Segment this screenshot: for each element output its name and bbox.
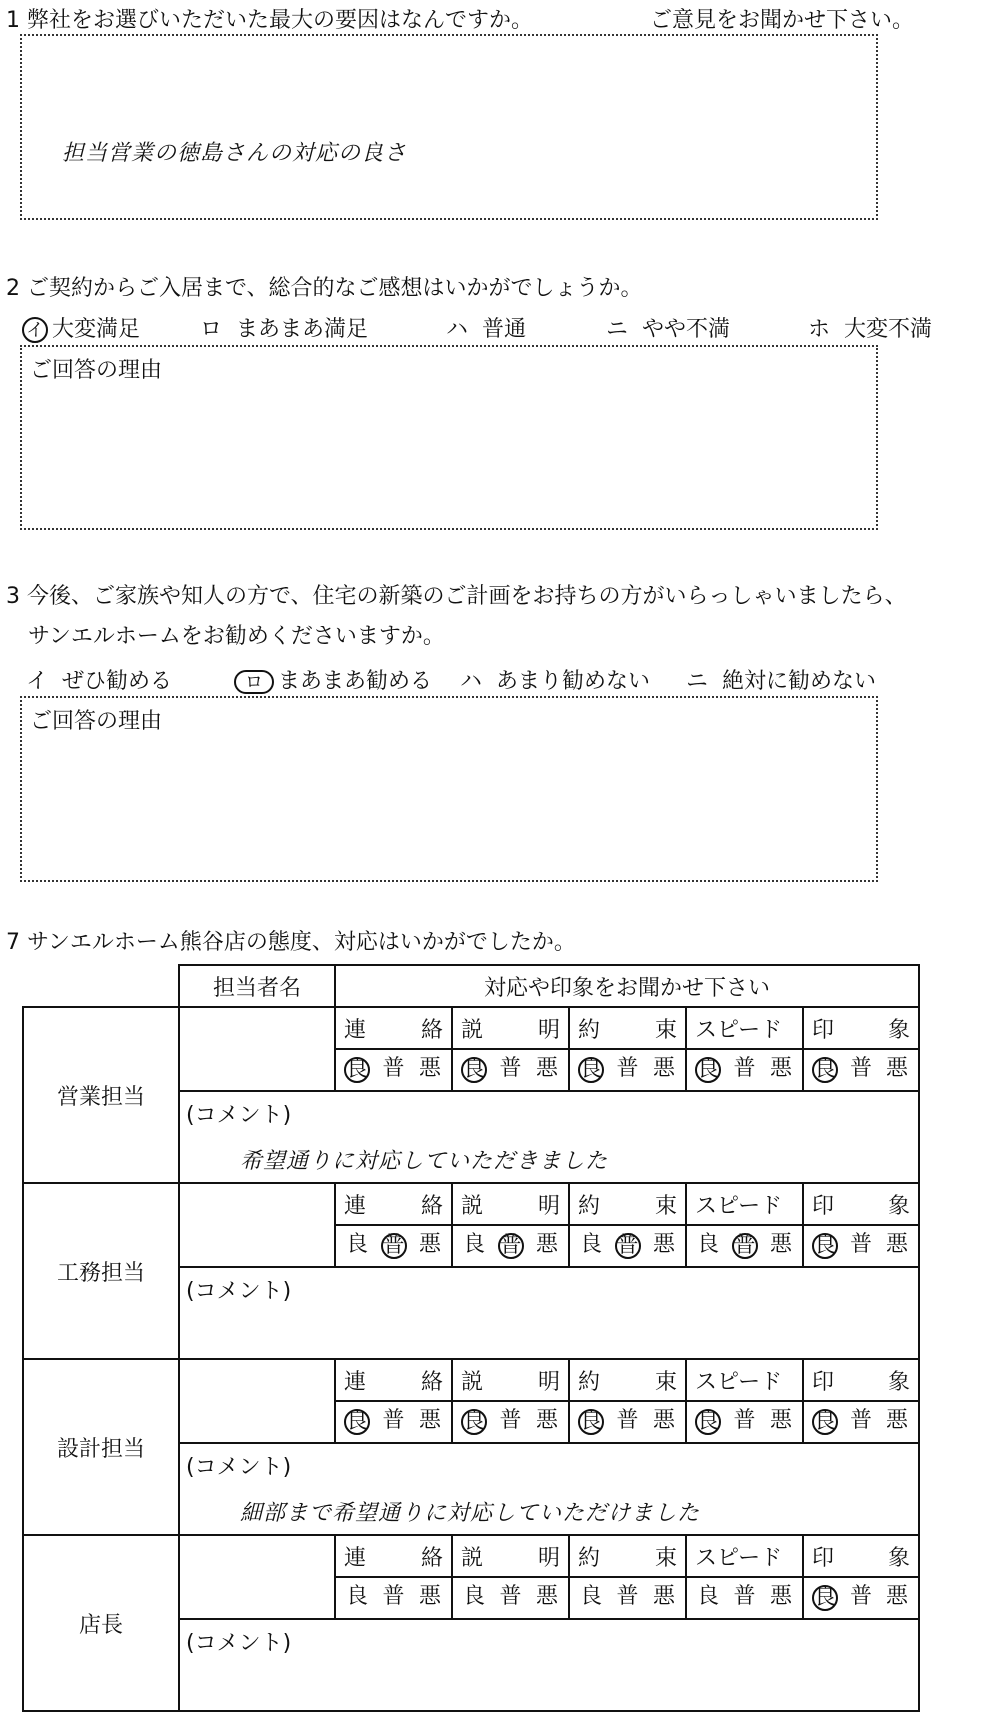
rating-option[interactable]: 悪 <box>418 1584 441 1609</box>
rating-option[interactable]: 良 <box>580 1409 603 1434</box>
rating-option[interactable]: 普 <box>616 1233 639 1258</box>
rating-cell <box>569 1577 686 1619</box>
rating-cell <box>335 1401 452 1443</box>
rating-option[interactable]: 普 <box>382 1584 405 1609</box>
rating-option[interactable]: 普 <box>733 1408 756 1433</box>
person-name-field[interactable] <box>179 1007 335 1091</box>
criterion-header: 印 象 <box>803 1535 919 1577</box>
rating-option[interactable]: 良 <box>814 1233 837 1258</box>
rating-option[interactable]: 普 <box>382 1408 405 1433</box>
q3-option-label: まあまあ勧める <box>278 669 433 694</box>
q1-answer-box[interactable] <box>20 34 878 220</box>
rating-option[interactable]: 良 <box>814 1585 837 1610</box>
rating-option[interactable]: 悪 <box>769 1232 792 1257</box>
rating-option[interactable]: 普 <box>850 1408 873 1433</box>
q3-option-2[interactable] <box>234 664 432 695</box>
rating-option[interactable]: 良 <box>579 1232 602 1257</box>
person-name-field[interactable] <box>179 1359 335 1443</box>
q2-option-label: やや不満 <box>642 317 731 342</box>
comment-label: (コメント) <box>186 1279 292 1304</box>
rating-cell <box>569 1401 686 1443</box>
rating-option[interactable]: 良 <box>345 1584 368 1609</box>
rating-cell <box>452 1577 569 1619</box>
rating-option[interactable]: 普 <box>733 1233 756 1258</box>
rating-option[interactable]: 悪 <box>769 1056 792 1081</box>
q1-handwritten-answer: 担当営業の徳島さんの対応の良さ <box>62 141 408 166</box>
rating-cell <box>686 1401 803 1443</box>
rating-option[interactable]: 普 <box>850 1232 873 1257</box>
q3-option-mark: ハ <box>460 669 483 694</box>
criterion-header: スピード <box>686 1183 803 1225</box>
header-person-name: 担当者名 <box>179 965 335 1007</box>
q3-option-mark: ロ <box>234 670 274 694</box>
q2-option-5[interactable] <box>808 312 932 343</box>
rating-cell <box>335 1049 452 1091</box>
q3-question-line2: サンエルホームをお勧めくださいますか。 <box>28 624 445 649</box>
handwritten-comment: 細部まで希望通りに対応していただけました <box>240 1501 701 1526</box>
rating-option[interactable]: 良 <box>346 1057 369 1082</box>
rating-option[interactable]: 普 <box>499 1233 522 1258</box>
q2-option-mark: ニ <box>606 317 629 342</box>
criterion-header: 約 束 <box>569 1535 686 1577</box>
rating-option[interactable]: 悪 <box>418 1408 441 1433</box>
rating-option[interactable]: 悪 <box>652 1408 675 1433</box>
rating-cell <box>686 1577 803 1619</box>
criterion-header: 約 束 <box>569 1183 686 1225</box>
rating-option[interactable]: 普 <box>850 1584 873 1609</box>
criterion-header: 連 絡 <box>335 1359 452 1401</box>
header-request: 対応や印象をお聞かせ下さい <box>335 965 919 1007</box>
staff-evaluation-table <box>22 964 920 1712</box>
rating-cell <box>803 1049 919 1091</box>
criterion-header: 説 明 <box>452 1359 569 1401</box>
rating-option[interactable]: 普 <box>616 1584 639 1609</box>
rating-option[interactable]: 良 <box>814 1057 837 1082</box>
rating-option[interactable]: 悪 <box>769 1584 792 1609</box>
q7-question: 7 サンエルホーム熊谷店の態度、対応はいかがでしたか。 <box>6 930 576 955</box>
criterion-header: スピード <box>686 1007 803 1049</box>
rating-option[interactable]: 良 <box>696 1584 719 1609</box>
rating-option[interactable]: 良 <box>579 1584 602 1609</box>
criterion-header: 説 明 <box>452 1007 569 1049</box>
criterion-header: 説 明 <box>452 1535 569 1577</box>
criterion-header: 約 束 <box>569 1359 686 1401</box>
q1-request: ご意見をお聞かせ下さい。 <box>650 8 915 33</box>
rating-option[interactable]: 良 <box>463 1057 486 1082</box>
person-name-field[interactable] <box>179 1535 335 1619</box>
q3-reason-box[interactable] <box>20 696 878 882</box>
rating-option[interactable]: 悪 <box>652 1056 675 1081</box>
q3-option-1[interactable] <box>26 664 172 695</box>
rating-option[interactable]: 良 <box>697 1057 720 1082</box>
q3-option-4[interactable] <box>686 664 876 695</box>
rating-option[interactable]: 悪 <box>418 1232 441 1257</box>
comment-label: (コメント) <box>186 1455 292 1480</box>
comment-field[interactable] <box>179 1619 919 1711</box>
q3-option-label: 絶対に勧めない <box>722 669 877 694</box>
criterion-header: 約 束 <box>569 1007 686 1049</box>
q3-option-3[interactable] <box>460 664 650 695</box>
criterion-header: 印 象 <box>803 1359 919 1401</box>
rating-option[interactable]: 普 <box>850 1056 873 1081</box>
rating-cell <box>569 1225 686 1267</box>
criterion-header: スピード <box>686 1359 803 1401</box>
comment-label: (コメント) <box>186 1631 292 1656</box>
q2-option-mark: ホ <box>808 317 831 342</box>
q2-reason-label: ご回答の理由 <box>30 358 163 383</box>
q2-option-mark: ハ <box>446 317 469 342</box>
q3-option-label: あまり勧めない <box>496 669 651 694</box>
q2-option-mark: ロ <box>200 317 223 342</box>
rating-cell <box>335 1225 452 1267</box>
rating-option[interactable]: 良 <box>697 1409 720 1434</box>
q2-option-1[interactable] <box>22 312 140 343</box>
rating-cell <box>803 1225 919 1267</box>
role-name: 店長 <box>23 1535 179 1711</box>
rating-cell <box>686 1049 803 1091</box>
criterion-header: 印 象 <box>803 1007 919 1049</box>
criterion-header: 連 絡 <box>335 1007 452 1049</box>
q2-option-label: 大変満足 <box>52 317 141 342</box>
rating-cell <box>803 1401 919 1443</box>
rating-option[interactable]: 悪 <box>535 1584 558 1609</box>
rating-option[interactable]: 普 <box>499 1408 522 1433</box>
criterion-header: 連 絡 <box>335 1535 452 1577</box>
rating-option[interactable]: 悪 <box>886 1408 909 1433</box>
comment-field[interactable] <box>179 1267 919 1359</box>
rating-cell <box>452 1049 569 1091</box>
q3-option-mark: ニ <box>686 669 709 694</box>
q2-option-mark: イ <box>22 317 48 343</box>
rating-cell <box>452 1225 569 1267</box>
rating-option[interactable]: 悪 <box>652 1584 675 1609</box>
rating-option[interactable]: 普 <box>499 1056 522 1081</box>
rating-option[interactable]: 普 <box>733 1584 756 1609</box>
q3-option-mark: イ <box>26 669 49 694</box>
rating-option[interactable]: 悪 <box>535 1056 558 1081</box>
q2-option-4[interactable] <box>606 312 730 343</box>
rating-option[interactable]: 悪 <box>535 1408 558 1433</box>
person-name-field[interactable] <box>179 1183 335 1267</box>
q3-question-line1: 3 今後、ご家族や知人の方で、住宅の新築のご計画をお持ちの方がいらっしゃいましたら、 <box>6 584 907 609</box>
rating-option[interactable]: 良 <box>345 1232 368 1257</box>
criterion-header: 説 明 <box>452 1183 569 1225</box>
rating-option[interactable]: 普 <box>616 1408 639 1433</box>
rating-option[interactable]: 普 <box>733 1056 756 1081</box>
role-name: 工務担当 <box>23 1183 179 1359</box>
rating-option[interactable]: 良 <box>346 1409 369 1434</box>
rating-cell <box>803 1577 919 1619</box>
rating-option[interactable]: 悪 <box>535 1232 558 1257</box>
q2-question: 2 ご契約からご入居まで、総合的なご感想はいかがでしょうか。 <box>6 276 643 301</box>
criterion-header: 連 絡 <box>335 1183 452 1225</box>
rating-option[interactable]: 悪 <box>886 1056 909 1081</box>
q2-option-label: 普通 <box>482 317 527 342</box>
rating-option[interactable]: 普 <box>616 1056 639 1081</box>
rating-option[interactable]: 悪 <box>652 1232 675 1257</box>
q2-option-label: 大変不満 <box>844 317 933 342</box>
q3-option-label: ぜひ勧める <box>62 669 173 694</box>
q2-option-2[interactable] <box>200 312 368 343</box>
criterion-header: 印 象 <box>803 1183 919 1225</box>
rating-cell <box>686 1225 803 1267</box>
rating-option[interactable]: 良 <box>463 1409 486 1434</box>
rating-option[interactable]: 良 <box>580 1057 603 1082</box>
rating-option[interactable]: 悪 <box>886 1584 909 1609</box>
role-name: 営業担当 <box>23 1007 179 1183</box>
rating-option[interactable]: 悪 <box>886 1232 909 1257</box>
rating-cell <box>569 1049 686 1091</box>
rating-option[interactable]: 普 <box>499 1584 522 1609</box>
q3-reason-label: ご回答の理由 <box>30 709 163 734</box>
rating-option[interactable]: 良 <box>814 1409 837 1434</box>
criterion-header: スピード <box>686 1535 803 1577</box>
rating-option[interactable]: 普 <box>382 1233 405 1258</box>
rating-cell <box>335 1577 452 1619</box>
q2-reason-box[interactable] <box>20 345 878 530</box>
q2-option-label: まあまあ満足 <box>236 317 369 342</box>
q2-option-3[interactable] <box>446 312 526 343</box>
rating-option[interactable]: 悪 <box>418 1056 441 1081</box>
rating-option[interactable]: 良 <box>462 1232 485 1257</box>
role-name: 設計担当 <box>23 1359 179 1535</box>
comment-field[interactable] <box>179 1443 919 1535</box>
comment-label: (コメント) <box>186 1103 292 1128</box>
rating-option[interactable]: 良 <box>696 1232 719 1257</box>
rating-option[interactable]: 悪 <box>769 1408 792 1433</box>
rating-option[interactable]: 普 <box>382 1056 405 1081</box>
handwritten-comment: 希望通りに対応していただきました <box>240 1149 609 1174</box>
q1-question: 1 弊社をお選びいただいた最大の要因はなんですか。 <box>6 8 534 33</box>
comment-field[interactable] <box>179 1091 919 1183</box>
rating-cell <box>452 1401 569 1443</box>
rating-option[interactable]: 良 <box>462 1584 485 1609</box>
